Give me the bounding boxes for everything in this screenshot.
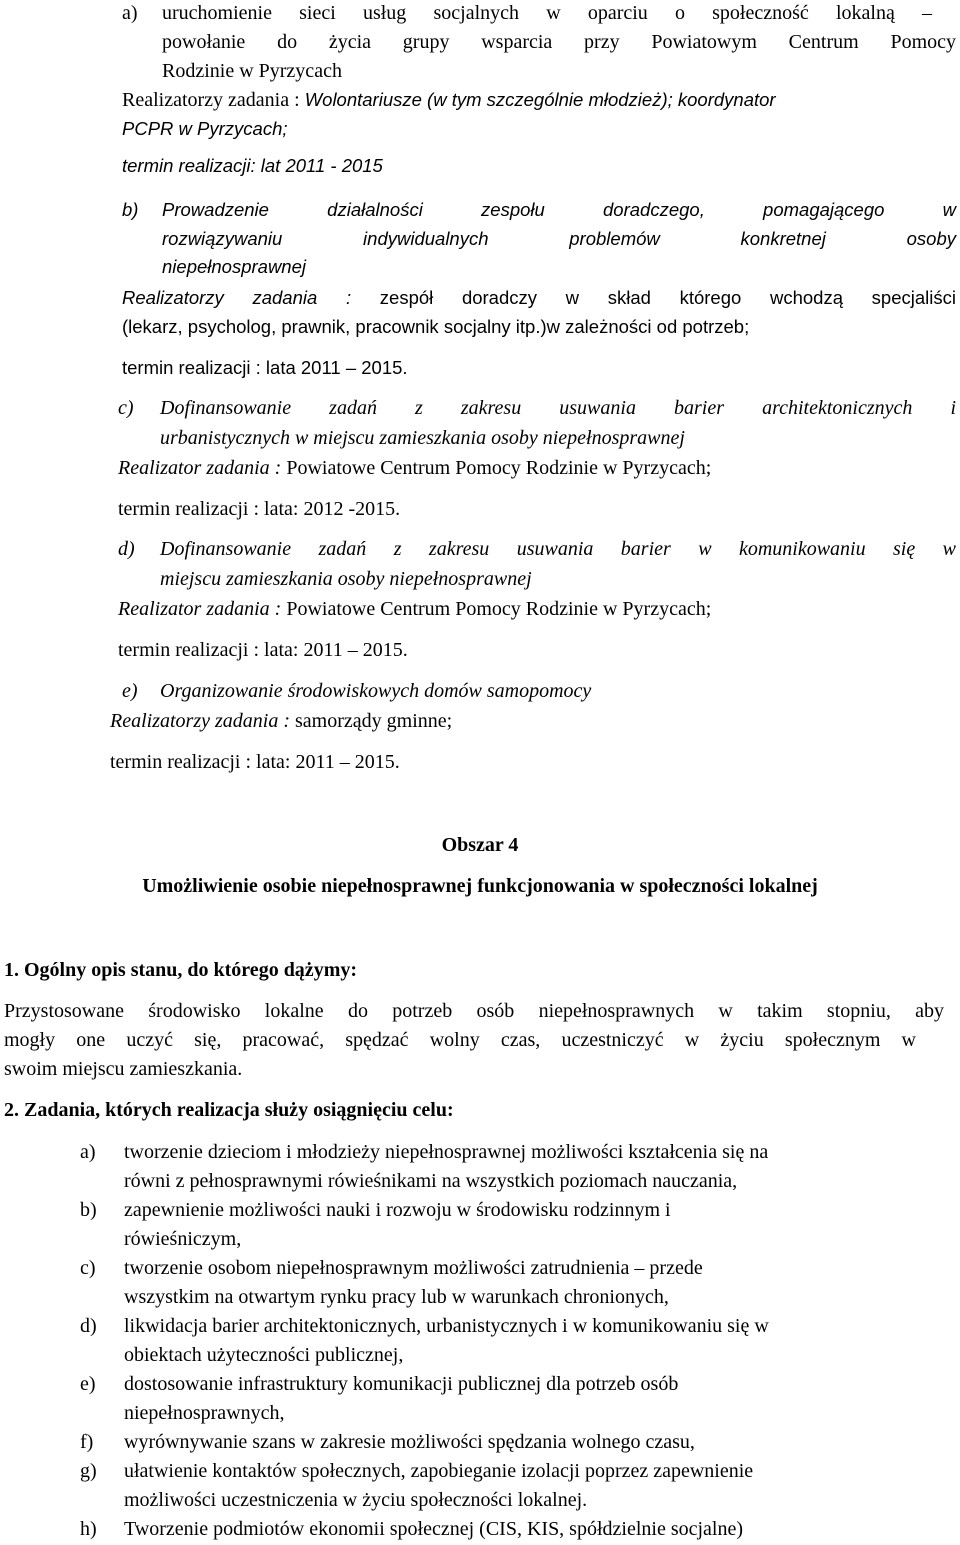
- block-c-realizator: [118, 455, 711, 481]
- heading-2: 2. Zadania, których realizacja służy osiągnięciu celu:: [4, 1099, 454, 1121]
- block-e-marker: e): [122, 680, 138, 702]
- block-d-realizator: [118, 596, 711, 622]
- task-marker: g): [80, 1460, 97, 1482]
- task-line: równi z pełnosprawnymi rówieśnikami na wszystkich poziomach nauczania,: [124, 1170, 738, 1192]
- block-a-realizatorzy-l2: PCPR w Pyrzycach;: [122, 118, 288, 139]
- section-subtitle: Umożliwienie osobie niepełnosprawnej funkcjonowania w społeczności lokalnej: [142, 875, 818, 897]
- task-marker: h): [80, 1518, 97, 1540]
- block-b-line3: niepełnosprawnej: [162, 256, 306, 277]
- heading-1: 1. Ogólny opis stanu, do którego dążymy:: [4, 959, 358, 981]
- task-marker: a): [80, 1141, 96, 1163]
- block-c-line1: Dofinansowanie zadań z zakresu usuwania barier architektonicznych i: [160, 397, 956, 419]
- block-d-termin: termin realizacji : lata: 2011 – 2015.: [118, 639, 408, 661]
- realizator-label: Realizator zadania :: [118, 598, 287, 620]
- block-b-realizatorzy: [122, 285, 956, 311]
- block-e-line1: Organizowanie środowiskowych domów samopomocy: [160, 680, 592, 702]
- block-e-realizatorzy: [110, 708, 452, 734]
- block-a-line3: Rodzinie w Pyrzycach: [162, 60, 342, 82]
- block-d-marker: d): [118, 538, 135, 560]
- block-a-line1: uruchomienie sieci usług socjalnych w oparciu o społeczność lokalną –: [162, 2, 932, 24]
- task-line: obiektach użyteczności publicznej,: [124, 1344, 404, 1366]
- para1-line2: mogły one uczyć się, pracować, spędzać wolny czas, uczestniczyć w życiu społecznym w: [4, 1029, 916, 1051]
- realizatorzy-label: Realizatorzy zadania :: [122, 287, 380, 308]
- block-b-line1: Prowadzenie działalności zespołu doradczego, pomagającego w: [162, 199, 956, 220]
- task-line: możliwości uczestniczenia w życiu społeczności lokalnej.: [124, 1489, 588, 1511]
- block-b-termin: termin realizacji : lata 2011 – 2015.: [122, 357, 408, 378]
- realizatorzy-value: zespół doradczy w skład którego wchodzą specjaliści: [379, 287, 956, 308]
- block-d-line2: miejscu zamieszkania osoby niepełnosprawnej: [160, 568, 532, 590]
- realizatorzy-label: Realizatorzy zadania :: [122, 89, 305, 111]
- task-line: ułatwienie kontaktów społecznych, zapobieganie izolacji poprzez zapewnienie: [124, 1460, 754, 1482]
- realizator-label: Realizator zadania :: [118, 457, 287, 479]
- block-b-marker: b): [122, 199, 139, 220]
- task-marker: b): [80, 1199, 97, 1221]
- block-d-line1: Dofinansowanie zadań z zakresu usuwania barier w komunikowaniu się w: [160, 538, 956, 560]
- realizator-value: Powiatowe Centrum Pomocy Rodzinie w Pyrzycach;: [286, 598, 712, 620]
- task-line: niepełnosprawnych,: [124, 1402, 285, 1424]
- task-line: tworzenie osobom niepełnosprawnym możliwości zatrudnienia – przede: [124, 1257, 703, 1279]
- para1-line3: swoim miejscu zamieszkania.: [4, 1058, 243, 1080]
- task-line: Tworzenie podmiotów ekonomii społecznej (CIS, KIS, spółdzielnie socjalne): [124, 1518, 744, 1540]
- task-line: tworzenie dzieciom i młodzieży niepełnosprawnej możliwości kształcenia się na: [124, 1141, 769, 1163]
- realizatorzy-label: Realizatorzy zadania :: [110, 710, 295, 732]
- task-marker: f): [80, 1431, 94, 1453]
- task-marker: e): [80, 1373, 96, 1395]
- block-c-marker: c): [118, 397, 134, 419]
- task-line: wyrównywanie szans w zakresie możliwości spędzania wolnego czasu,: [124, 1431, 695, 1453]
- realizatorzy-value: samorządy gminne;: [295, 710, 453, 732]
- realizator-value: Powiatowe Centrum Pomocy Rodzinie w Pyrzycach;: [286, 457, 712, 479]
- task-line: zapewnienie możliwości nauki i rozwoju w środowisku rodzinnym i: [124, 1199, 671, 1221]
- task-line: dostosowanie infrastruktury komunikacji publicznej dla potrzeb osób: [124, 1373, 679, 1395]
- block-a-marker: a): [122, 2, 138, 24]
- block-a-line2: powołanie do życia grupy wsparcia przy Powiatowym Centrum Pomocy: [162, 31, 956, 53]
- block-b-realizatorzy-l2: (lekarz, psycholog, prawnik, pracownik socjalny itp.)w zależności od potrzeb;: [122, 316, 750, 337]
- block-e-termin: termin realizacji : lata: 2011 – 2015.: [110, 751, 400, 773]
- task-marker: d): [80, 1315, 97, 1337]
- para1-line1: Przystosowane środowisko lokalne do potrzeb osób niepełnosprawnych w takim stopniu, aby: [4, 1000, 944, 1022]
- task-marker: c): [80, 1257, 96, 1279]
- section-title: Obszar 4: [441, 834, 519, 856]
- block-c-line2: urbanistycznych w miejscu zamieszkania osoby niepełnosprawnej: [160, 427, 685, 449]
- block-a-realizatorzy: [122, 87, 776, 113]
- task-line: rówieśniczym,: [124, 1228, 242, 1250]
- block-a-termin: termin realizacji: lat 2011 - 2015: [122, 155, 383, 176]
- block-b-line2: rozwiązywaniu indywidualnych problemów konkretnej osoby: [162, 228, 956, 249]
- realizatorzy-value: Wolontariusze (w tym szczególnie młodzież); koordynator: [304, 89, 776, 110]
- task-line: wszystkim na otwartym rynku pracy lub w warunkach chronionych,: [124, 1286, 669, 1308]
- block-c-termin: termin realizacji : lata: 2012 -2015.: [118, 498, 401, 520]
- task-line: likwidacja barier architektonicznych, urbanistycznych i w komunikowaniu się w: [124, 1315, 769, 1337]
